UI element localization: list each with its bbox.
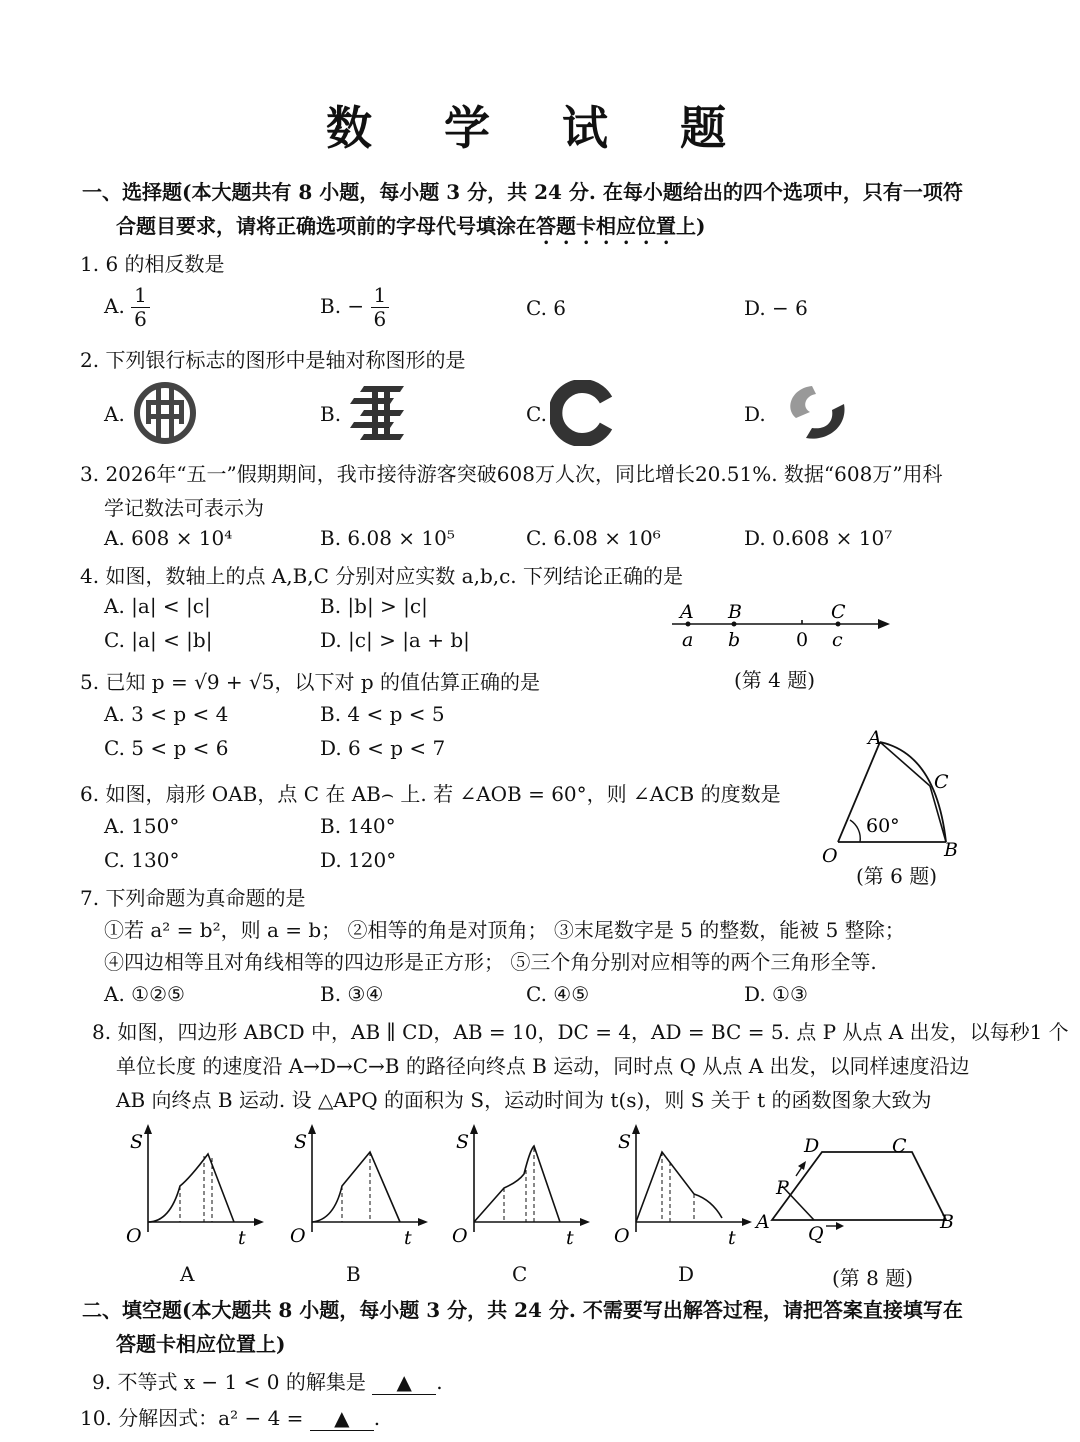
svg-text:P: P [776, 1177, 789, 1199]
svg-text:t: t [566, 1227, 574, 1249]
q7-option-c: C. ④⑤ [526, 982, 590, 1006]
svg-text:t: t [238, 1227, 246, 1249]
q6-option-c: C. 130° [104, 848, 180, 872]
svg-text:C: C [892, 1135, 907, 1157]
q5-option-d: D. 6 < p < 7 [320, 736, 446, 760]
svg-text:O: O [126, 1225, 142, 1247]
q6-stem: 6. 如图，扇形 OAB，点 C 在 AB⌢ 上. 若 ∠AOB = 60°，则 ∠ACB 的度数是 [80, 782, 781, 806]
q8-graph-c-label: C [512, 1262, 528, 1286]
q9-stem: 9. 不等式 x − 1 < 0 的解集是 [92, 1370, 366, 1394]
q1-option-c: C. 6 [526, 296, 567, 320]
q9: 9. 不等式 x − 1 < 0 的解集是 ▲ . [92, 1370, 443, 1394]
q10: 10. 分解因式：a² − 4 = ▲ . [80, 1406, 381, 1430]
q8-caption: (第 8 题) [832, 1266, 914, 1290]
q6-option-a: A. 150° [104, 814, 180, 838]
q1-option-b: B. − $\frac{1}{6}$ [320, 284, 389, 331]
bank-logo-d-icon [782, 382, 848, 444]
q5-option-b: B. 4 < p < 5 [320, 702, 445, 726]
q7-option-b: B. ③④ [320, 982, 384, 1006]
value-label-c: c [832, 629, 843, 651]
q8-graph-a-label: A [180, 1262, 195, 1286]
point-label-c: C [831, 601, 846, 623]
segment-ac [880, 742, 930, 786]
q5-option-c: C. 5 < p < 6 [104, 736, 229, 760]
q3-stem-line2: 学记数法可表示为 [104, 496, 264, 520]
svg-text:S: S [130, 1131, 144, 1153]
q2-stem: 2. 下列银行标志的图形中是轴对称图形的是 [80, 348, 466, 372]
svg-text:S: S [618, 1131, 632, 1153]
q8-graph-b-label: B [346, 1262, 361, 1286]
bank-logo-b-icon [350, 382, 408, 442]
q8-graph-a [118, 1120, 268, 1250]
point-label-a: A [680, 601, 694, 623]
svg-text:S: S [456, 1131, 470, 1153]
label-c: C [934, 771, 949, 793]
number-line-figure [668, 596, 898, 656]
svg-text:O: O [290, 1225, 306, 1247]
q9-answer-blank: ▲ [372, 1370, 436, 1395]
q7-stem: 7. 下列命题为真命题的是 [80, 886, 306, 910]
svg-text:Q: Q [808, 1223, 824, 1245]
q7-option-a: A. ①②⑤ [104, 982, 185, 1006]
angle-label: 60° [866, 815, 900, 837]
number-line-arrow [878, 619, 890, 629]
trapezoid-abcd [772, 1152, 946, 1220]
svg-text:O: O [452, 1225, 468, 1247]
section1-emphasis: 答题卡相应位置 [536, 214, 676, 238]
label-o: O [822, 845, 838, 864]
q2-option-a: A. [104, 402, 125, 426]
q4-option-b: B. |b| > |c| [320, 594, 428, 618]
q8-stem-line2: 单位长度 的速度沿 A→D→C→B 的路径向终点 B 运动，同时点 Q 从点 A 出发，以同样速度沿边 [116, 1054, 970, 1078]
svg-text:t: t [404, 1227, 412, 1249]
q4-stem: 4. 如图，数轴上的点 A,B,C 分别对应实数 a,b,c. 下列结论正确的是 [80, 564, 684, 588]
section1-heading-line2a: 合题目要求，请将正确选项前的字母代号填涂在 [116, 214, 536, 238]
q4-caption: (第 4 题) [734, 668, 816, 692]
section2-heading-line1: 二、填空题(本大题共 8 小题，每小题 3 分，共 24 分. 不需要写出解答过程，请把答案直接填写在 [82, 1298, 963, 1322]
q3-option-d: D. 0.608 × 10⁷ [744, 526, 893, 550]
section1-heading-line2c: 上) [676, 214, 706, 238]
q8-stem-line3: AB 向终点 B 运动. 设 △APQ 的面积为 S，运动时间为 t(s)，则 S 关于 t 的函数图象大致为 [116, 1088, 932, 1112]
q8-graph-d-label: D [678, 1262, 695, 1286]
svg-text:B: B [940, 1211, 954, 1233]
svg-text:D: D [804, 1135, 820, 1157]
q2-option-c: C. [526, 402, 547, 426]
svg-text:A: A [756, 1211, 770, 1233]
q5-option-a: A. 3 < p < 4 [104, 702, 229, 726]
q4-option-a: A. |a| < |c| [104, 594, 211, 618]
q7-statements-line1: ①若 a² = b²，则 a = b； ②相等的角是对顶角； ③末尾数字是 5 的整数，能被 5 整除； [104, 918, 905, 942]
q3-option-c: C. 6.08 × 10⁶ [526, 526, 661, 550]
section1-heading-line1: 一、选择题(本大题共有 8 小题，每小题 3 分，共 24 分. 在每小题给出的四个选项中，只有一项符 [82, 180, 963, 204]
q6-caption: (第 6 题) [856, 864, 938, 888]
q4-option-c: C. |a| < |b| [104, 628, 213, 652]
value-label-b: b [728, 629, 741, 651]
q8-graph-c [444, 1120, 594, 1250]
q2-option-d: D. [744, 402, 766, 426]
q10-stem: 10. 分解因式：a² − 4 = [80, 1406, 304, 1430]
q4-option-d: D. |c| > |a + b| [320, 628, 470, 652]
value-label-zero: 0 [796, 629, 809, 651]
section2-heading-line2: 答题卡相应位置上) [116, 1332, 286, 1356]
segment-cb [930, 786, 946, 842]
q6-option-b: B. 140° [320, 814, 396, 838]
angle-arc [850, 820, 860, 842]
q1-option-d: D. − 6 [744, 296, 808, 320]
bank-logo-c-icon [550, 380, 616, 446]
point-label-b: B [728, 601, 742, 623]
sector-figure [818, 724, 968, 864]
q8-graph-d [606, 1120, 756, 1250]
label-a: A [868, 727, 882, 749]
q1-option-a: A. $\frac{1}{6}$ [104, 284, 150, 331]
q6-option-d: D. 120° [320, 848, 397, 872]
svg-text:S: S [294, 1131, 308, 1153]
q7-option-d: D. ①③ [744, 982, 808, 1006]
svg-text:t: t [728, 1227, 736, 1249]
q7-statements-line2: ④四边相等且对角线相等的四边形是正方形； ⑤三个角分别对应相等的两个三角形全等. [104, 950, 877, 974]
q8-graph-b [282, 1120, 432, 1250]
bank-logo-a-icon [132, 380, 198, 446]
q10-answer-blank: ▲ [310, 1406, 374, 1431]
q3-stem-line1: 3. 2026年“五一”假期期间，我市接待游客突破608万人次，同比增长20.51%. 数据“608万”用科 [80, 462, 943, 486]
q5-stem: 5. 已知 p = √9 + √5，以下对 p 的值估算正确的是 [80, 670, 540, 694]
value-label-a: a [682, 629, 694, 651]
page-title: 数 学 试 题 [325, 101, 755, 155]
section1-heading-line2 [116, 210, 705, 249]
q2-option-b: B. [320, 402, 342, 426]
trapezoid-figure [752, 1128, 972, 1248]
svg-text:O: O [614, 1225, 630, 1247]
q3-option-b: B. 6.08 × 10⁵ [320, 526, 455, 550]
label-b: B [944, 839, 958, 861]
q1-stem: 1. 6 的相反数是 [80, 252, 225, 276]
q8-stem-line1: 8. 如图，四边形 ABCD 中，AB ∥ CD，AB = 10，DC = 4，AD = BC = 5. 点 P 从点 A 出发，以每秒1 个 [92, 1020, 1069, 1044]
q3-option-a: A. 608 × 10⁴ [104, 526, 233, 550]
